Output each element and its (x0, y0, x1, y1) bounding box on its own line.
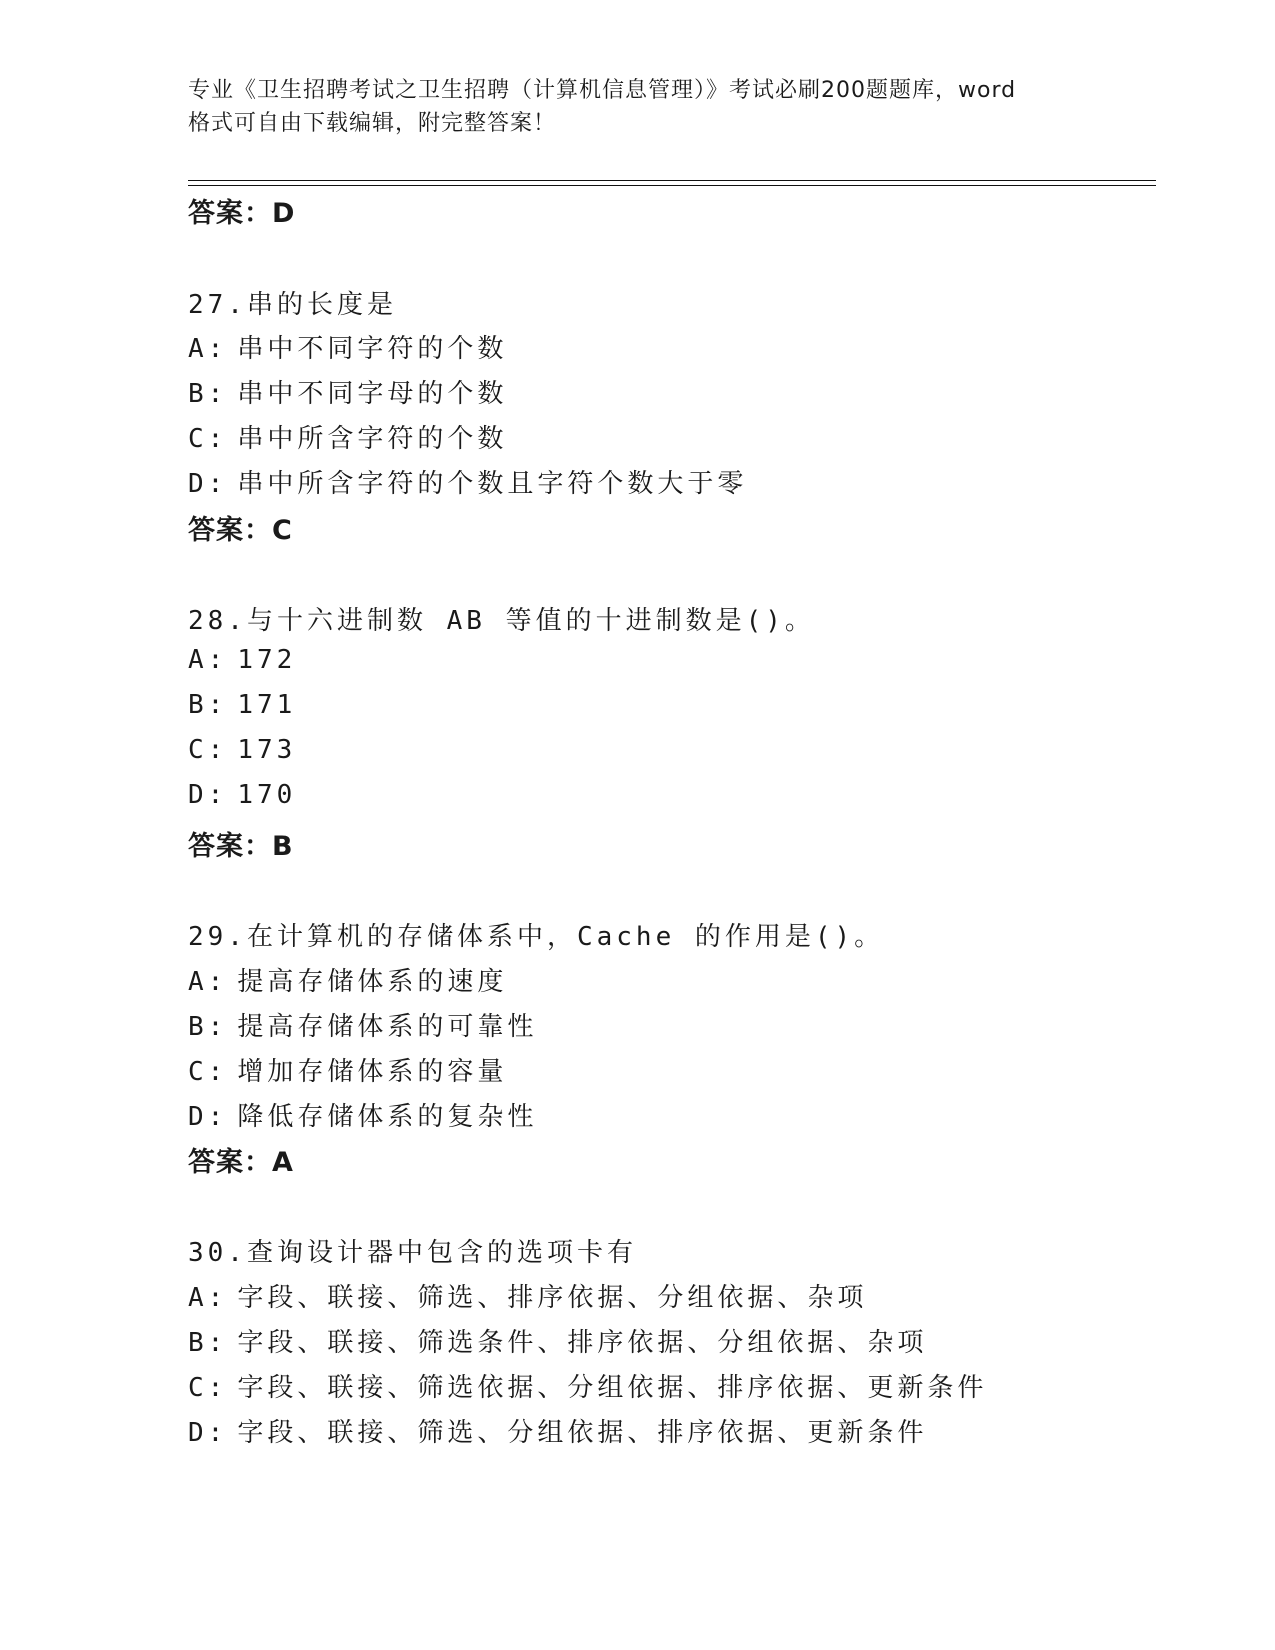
question-28-option-d (188, 780, 296, 810)
question-29-option-d (188, 1096, 537, 1133)
previous-answer: 答案：D (188, 198, 296, 229)
option-key: D: (188, 780, 228, 810)
option-key: B: (188, 690, 228, 720)
question-29-option-b (188, 1006, 537, 1043)
question-28-option-b (188, 690, 296, 720)
option-key: A: (188, 1283, 228, 1313)
option-key: B: (188, 1328, 228, 1358)
option-key: D: (188, 469, 228, 499)
question-29-option-a (188, 961, 507, 998)
question-29-stem: 29.在计算机的存储体系中，Cache 的作用是()。 (188, 922, 885, 952)
question-28-option-a (188, 645, 296, 675)
option-key: B: (188, 379, 228, 409)
header-rule-bottom (188, 185, 1156, 186)
option-key: A: (188, 645, 228, 675)
option-key: D: (188, 1102, 228, 1132)
question-27-option-d (188, 463, 747, 500)
question-28-answer: 答案：B (188, 831, 294, 862)
option-text: 字段、联接、筛选条件、排序依据、分组依据、杂项 (237, 1328, 928, 1358)
option-text: 字段、联接、筛选依据、分组依据、排序依据、更新条件 (237, 1373, 988, 1403)
option-text: 173 (237, 735, 297, 765)
option-key: C: (188, 1373, 228, 1403)
option-key: C: (188, 1057, 228, 1087)
question-28-option-c (188, 735, 296, 765)
question-30-stem: 30.查询设计器中包含的选项卡有 (188, 1238, 637, 1268)
question-27-stem: 27.串的长度是 (188, 290, 397, 320)
option-text: 字段、联接、筛选、分组依据、排序依据、更新条件 (237, 1418, 928, 1448)
question-30-option-a (188, 1277, 867, 1314)
option-text: 提高存储体系的可靠性 (237, 1012, 538, 1042)
question-27-option-c (188, 418, 507, 455)
option-text: 增加存储体系的容量 (237, 1057, 508, 1087)
question-28-stem: 28.与十六进制数 AB 等值的十进制数是()。 (188, 606, 815, 636)
option-key: C: (188, 735, 228, 765)
option-key: A: (188, 967, 228, 997)
option-text: 提高存储体系的速度 (237, 967, 508, 997)
option-key: B: (188, 1012, 228, 1042)
question-30-option-d (188, 1412, 927, 1449)
document-header (188, 74, 1088, 140)
question-27-answer: 答案：C (188, 515, 293, 546)
question-27-option-b (188, 373, 507, 410)
option-text: 串中不同字符的个数 (237, 334, 508, 364)
question-30-option-b (188, 1322, 927, 1359)
question-27-option-a (188, 328, 507, 365)
option-text: 171 (237, 690, 297, 720)
option-text: 172 (237, 645, 297, 675)
option-text: 串中所含字符的个数 (237, 424, 508, 454)
option-text: 字段、联接、筛选、排序依据、分组依据、杂项 (237, 1283, 868, 1313)
question-29-answer: 答案：A (188, 1147, 294, 1178)
option-text: 串中所含字符的个数且字符个数大于零 (237, 469, 748, 499)
option-text: 170 (237, 780, 297, 810)
option-key: A: (188, 334, 228, 364)
question-29-option-c (188, 1051, 507, 1088)
option-text: 串中不同字母的个数 (237, 379, 508, 409)
header-rule-top (188, 180, 1156, 181)
header-line-1: 专业《卫生招聘考试之卫生招聘（计算机信息管理）》考试必刷200题题库，word (188, 78, 1017, 103)
option-key: D: (188, 1418, 228, 1448)
option-text: 降低存储体系的复杂性 (237, 1102, 538, 1132)
header-line-2: 格式可自由下载编辑，附完整答案！ (188, 111, 557, 136)
option-key: C: (188, 424, 228, 454)
question-30-option-c (188, 1367, 987, 1404)
